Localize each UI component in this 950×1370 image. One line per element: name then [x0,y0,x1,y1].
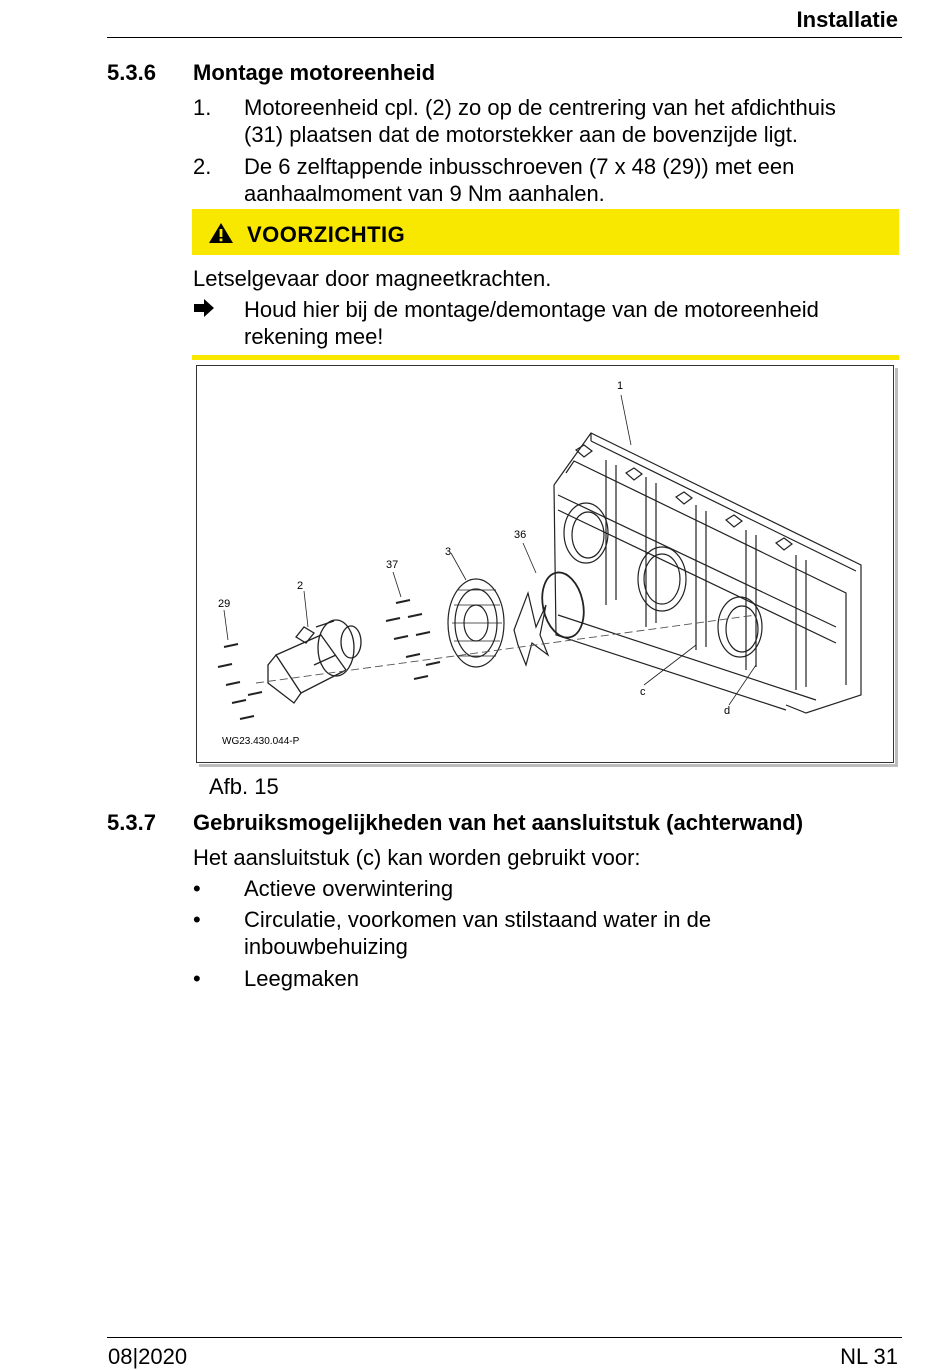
bullet-marker: • [193,907,201,932]
bullet-line: inbouwbehuizing [244,934,408,959]
running-header-title: Installatie [796,7,898,32]
step-text [244,94,904,148]
warning-action-line: Houd hier bij de montage/demontage van de motoreenheid [244,297,819,322]
footer-rule [107,1337,902,1338]
step-number: 1. [193,95,212,120]
warning-action [244,296,904,350]
footer-page-number: NL 31 [840,1344,898,1369]
step-line: (31) plaatsen dat de motorstekker aan de bovenzijde ligt. [244,122,798,147]
motor-assembly-figure [196,365,898,767]
step-line: Motoreenheid cpl. (2) zo op de centrering van het afdichthuis [244,95,836,120]
callout-37: 37 [386,559,399,571]
section-title: Montage motoreenheid [193,60,436,85]
step-text [244,153,904,207]
bullet-line: Circulatie, voorkomen van stilstaand water in de [244,907,712,932]
step-number: 2. [193,154,212,179]
footer-date: 08|2020 [108,1344,188,1369]
warning-label: VOORZICHTIG [247,222,406,247]
step-line: De 6 zelftappende inbusschroeven (7 x 48 (29)) met een [244,154,795,179]
callout-2: 2 [297,580,304,592]
callout-3: 3 [445,546,452,558]
warning-text: Letselgevaar door magneetkrachten. [193,266,552,291]
figure-frame [197,366,899,768]
arrow-right-icon [193,298,215,318]
section-number: 5.3.6 [107,60,156,85]
header-rule [107,37,902,38]
bullet-line: Actieve overwintering [244,876,454,901]
warning-end-bar [192,355,899,360]
bullet-item [244,906,904,960]
section-title: Gebruiksmogelijkheden van het aansluitstuk (achterwand) [193,810,804,835]
section-intro: Het aansluitstuk (c) kan worden gebruikt voor: [193,845,641,870]
figure-caption: Afb. 15 [209,774,279,799]
bullet-line: Leegmaken [244,966,359,991]
callout-29: 29 [218,598,231,610]
callout-c: c [640,686,646,698]
drawing-id: WG23.430.044-P [222,736,300,747]
callout-36: 36 [514,529,527,541]
bullet-item [244,875,904,902]
callout-1: 1 [617,380,624,392]
bullet-marker: • [193,966,201,991]
callout-d: d [724,705,731,717]
section-number: 5.3.7 [107,810,156,835]
step-line: aanhaalmoment van 9 Nm aanhalen. [244,181,605,206]
bullet-item [244,965,904,992]
warning-action-line: rekening mee! [244,324,384,349]
warning-triangle-icon [208,222,234,244]
bullet-marker: • [193,876,201,901]
